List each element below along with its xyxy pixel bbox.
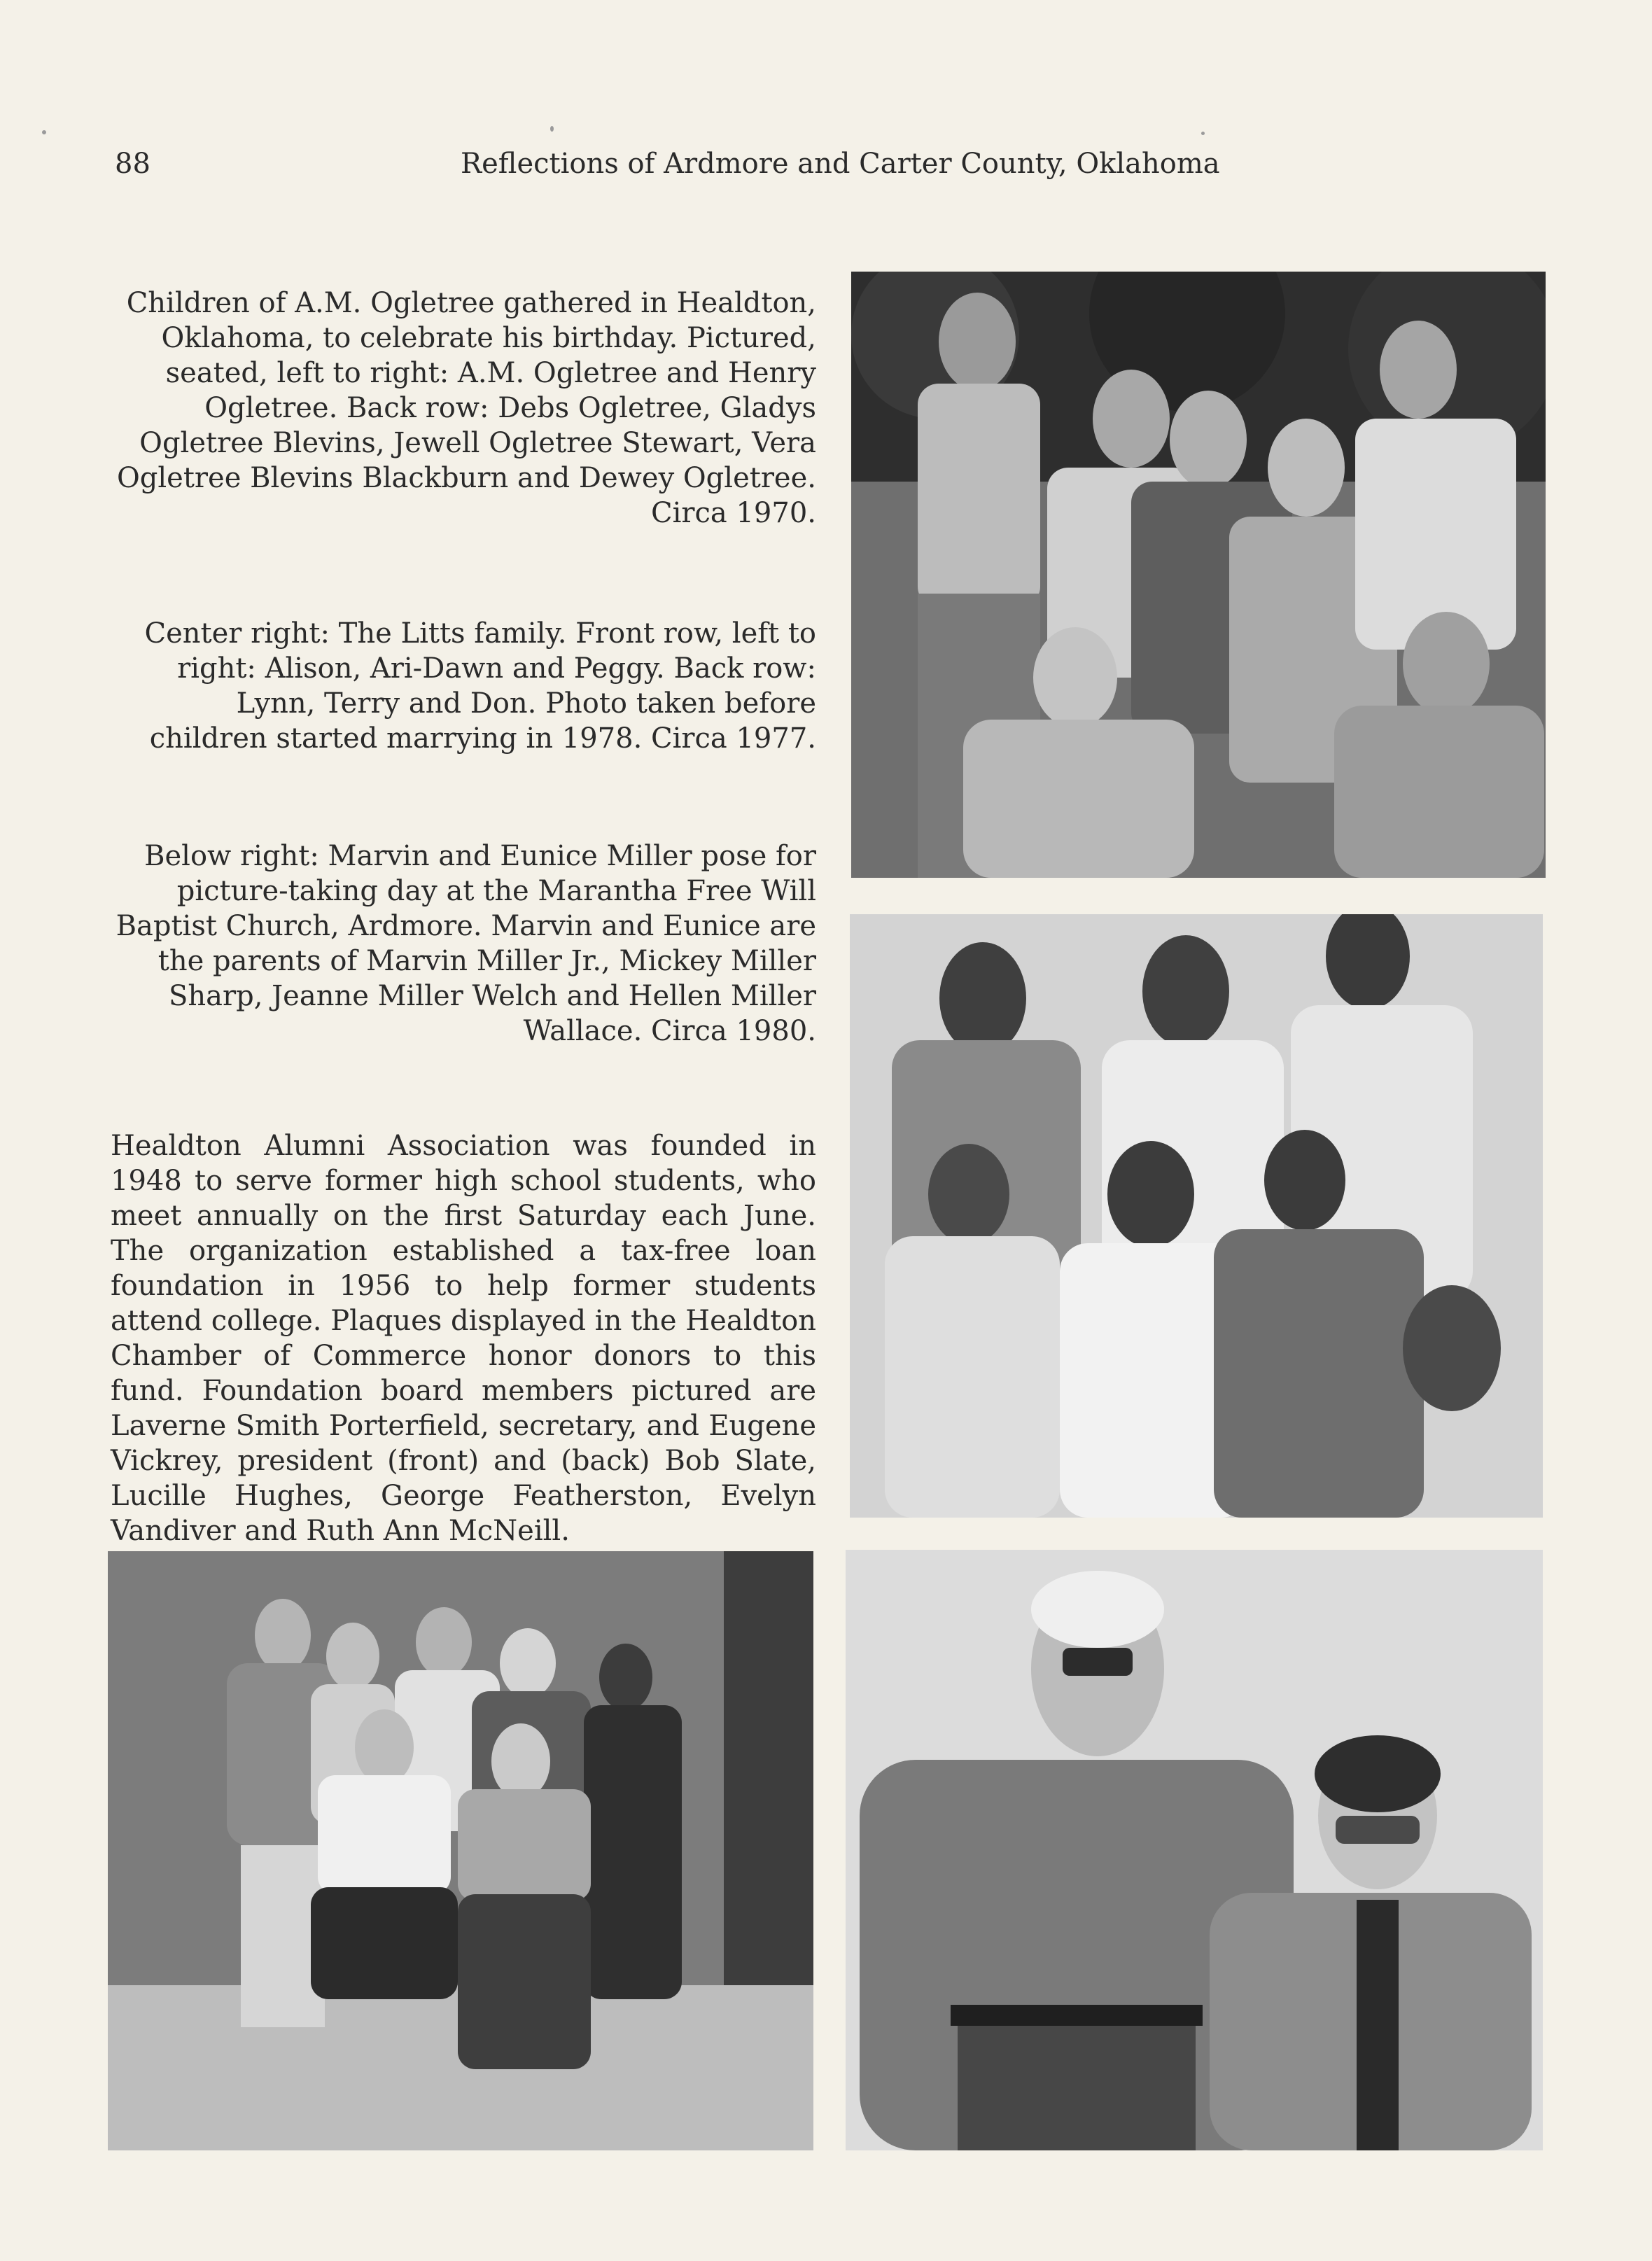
litts-family-photo [850,914,1543,1518]
caption-alumni: Healdton Alumni Association was founded in 1948 to serve former high school students, who meet annually on the first Saturday each June. The organization established a tax-free loan foundation in 1956 to help former students attend college. Plaques displayed in the Healdton Chamber of Commerce honor donors to this fund. Foundation board members pictured are Laverne Smith Porterfield, secretary, and Eugene Vickrey, president (front) and (back) Bob Slate, Lucille Hughes, George Featherston, Evelyn Vandiver and Ruth Ann McNeill. [111,1130,817,1547]
caption-litts: Center right: The Litts family. Front row, left to right: Alison, Ari-Dawn and Peggy. Back row: Lynn, Terry and Don. Photo taken before children started marrying in 1978. Circa 1977. [144,617,816,755]
running-title: Reflections of Ardmore and Carter County, Oklahoma [461,148,1220,180]
ogletree-family-photo [851,272,1546,878]
paper-speck [42,130,46,134]
caption-ogletree: Children of A.M. Ogletree gathered in Healdton, Oklahoma, to celebrate his birthday. Pictured, seated, left to right: A.M. Ogletree and Henry Ogletree. Back row: Debs Ogletree, Gladys Ogletree Blevins, Jewell Ogletree Stewart, Vera Ogletree Blevins Blackburn and Dewey Ogletree. Circa 1970. [116,287,816,529]
paper-speck [550,126,554,132]
page-number: 88 [115,148,150,180]
caption-miller: Below right: Marvin and Eunice Miller pose for picture-taking day at the Marantha Free Will Baptist Church, Ardmore. Marvin and Eunice are the parents of Marvin Miller Jr., Mickey Miller Sharp, Jeanne Miller Welch and Hellen Miller Wallace. Circa 1980. [115,840,816,1047]
miller-couple-photo [846,1550,1543,2150]
paper-speck [1201,132,1205,135]
alumni-board-photo [108,1551,813,2150]
